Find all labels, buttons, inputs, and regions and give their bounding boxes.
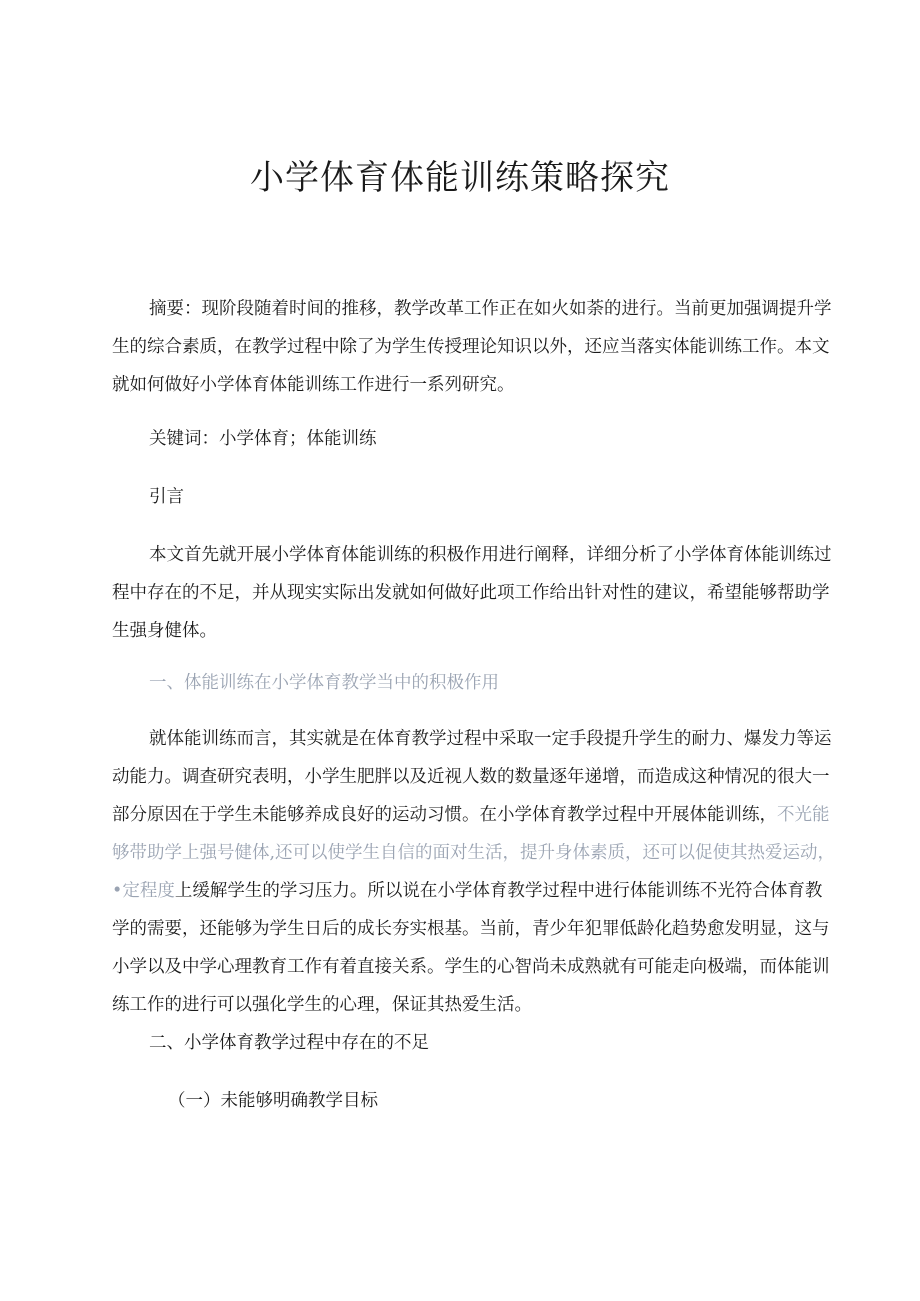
section1-faded-line: 够带助学上强号健体,还可以使学生自信的面对生活，提升身体素质，还可以促使其热爱运动，: [112, 843, 836, 863]
subsection1-heading: （一）未能够明确教学目标: [168, 1091, 378, 1111]
intro-paragraph: [112, 536, 832, 650]
keywords-line: 关键词：小学体育；体能训练: [149, 429, 377, 449]
section1-text: 部分原因在于学生未能够养成良好的运动习惯。在小学体育教学过程中开展体能训练，: [112, 805, 777, 825]
section1-text: 上缓解学生的学习压力。所以说在小学体育教学过程中进行体能训练不光符合体育教: [174, 881, 823, 901]
section1-faded-text: 不光能: [777, 805, 830, 825]
section2-heading: 二、小学体育教学过程中存在的不足: [149, 1033, 429, 1053]
section1-line: 就体能训练而言，其实就是在体育教学过程中采取一定手段提升学生的耐力、爆发力等运: [149, 729, 832, 749]
section1-line: [112, 796, 830, 834]
section1-line: 动能力。调查研究表明，小学生肥胖以及近视人数的数量逐年递增，而造成这种情况的很大一: [112, 767, 830, 787]
abstract-paragraph: [112, 290, 832, 404]
intro-heading: 引言: [149, 487, 184, 507]
section1-line: 练工作的进行可以强化学生的心理，保证其热爱生活。: [112, 995, 532, 1015]
intro-line: 本文首先就开展小学体育体能训练的积极作用进行阐释，详细分析了小学体育体能训练过: [149, 545, 832, 565]
section1-faded-text: •定程度: [112, 881, 175, 901]
intro-line: 程中存在的不足，并从现实实际出发就如何做好此项工作给出针对性的建议，希望能够帮助学: [112, 583, 830, 603]
section1-line: 小学以及中学心理教育工作有着直接关系。学生的心智尚未成熟就有可能走向极端，而体能训: [112, 957, 830, 977]
abstract-line: 就如何做好小学体育体能训练工作进行一系列研究。: [112, 375, 515, 395]
abstract-line: 摘要：现阶段随着时间的推移，教学改革工作正在如火如荼的进行。当前更加强调提升学: [149, 299, 832, 319]
document-title: 小学体育体能训练策略探究: [250, 158, 670, 198]
abstract-line: 生的综合素质，在教学过程中除了为学生传授理论知识以外，还应当落实体能训练工作。本文: [112, 337, 830, 357]
section1-line: [112, 872, 824, 910]
intro-line: 生强身健体。: [112, 621, 217, 641]
section1-paragraph: [112, 720, 836, 1024]
section1-heading: 一、体能训练在小学体育教学当中的积极作用: [149, 673, 499, 693]
section1-line: 学的需要，还能够为学生日后的成长夯实根基。当前，青少年犯罪低龄化趋势愈发明显，这与: [112, 919, 830, 939]
